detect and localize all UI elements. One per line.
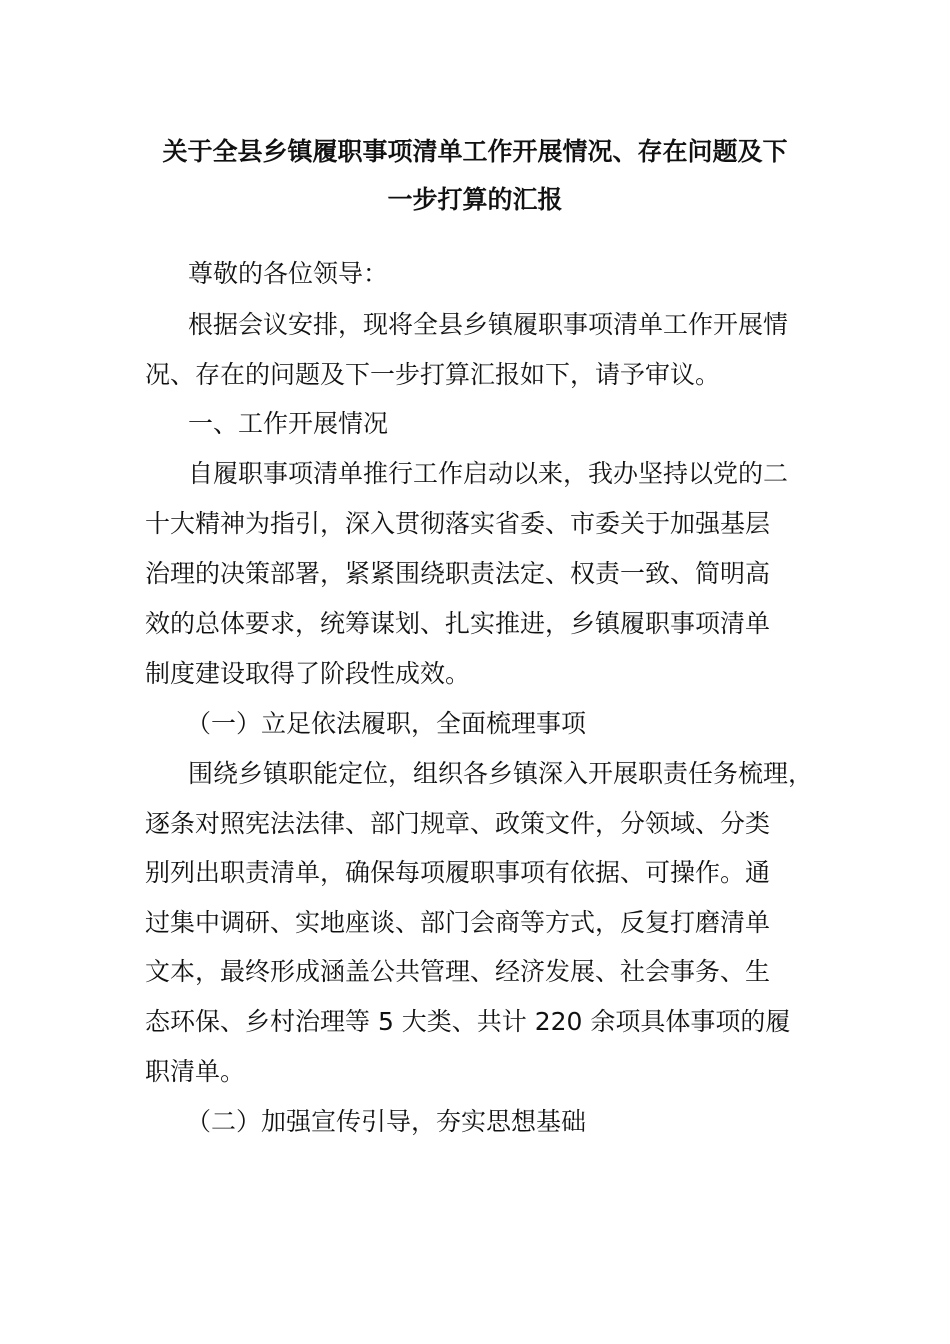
paragraph-2-line-3: 别列出职责清单，确保每项履职事项有依据、可操作。通 xyxy=(145,858,771,887)
paragraph-1-line-2: 十大精神为指引，深入贯彻落实省委、市委关于加强基层 xyxy=(145,509,771,538)
paragraph-1-line-4: 效的总体要求，统筹谋划、扎实推进，乡镇履职事项清单 xyxy=(145,609,771,638)
intro-line-1: 根据会议安排，现将全县乡镇履职事项清单工作开展情 xyxy=(188,310,789,339)
paragraph-1-line-1: 自履职事项清单推行工作启动以来，我办坚持以党的二 xyxy=(188,459,789,488)
section-heading-1: 一、工作开展情况 xyxy=(188,409,389,438)
paragraph-2-line-4: 过集中调研、实地座谈、部门会商等方式，反复打磨清单 xyxy=(145,908,771,937)
paragraph-2-line-1: 围绕乡镇职能定位，组织各乡镇深入开展职责任务梳理， xyxy=(188,759,814,788)
paragraph-2-line-5: 文本，最终形成涵盖公共管理、经济发展、社会事务、生 xyxy=(145,957,771,986)
subsection-heading-2: （二）加强宣传引导，夯实思想基础 xyxy=(186,1107,587,1136)
paragraph-2-line-7: 职清单。 xyxy=(145,1057,246,1086)
paragraph-1-line-3: 治理的决策部署，紧紧围绕职责法定、权责一致、简明高 xyxy=(145,559,771,588)
paragraph-1-line-5: 制度建设取得了阶段性成效。 xyxy=(145,659,471,688)
document-title-line-1: 关于全县乡镇履职事项清单工作开展情况、存在问题及下 xyxy=(162,137,788,166)
salutation: 尊敬的各位领导： xyxy=(188,259,389,288)
subsection-heading-1: （一）立足依法履职，全面梳理事项 xyxy=(186,709,587,738)
intro-line-2: 况、存在的问题及下一步打算汇报如下，请予审议。 xyxy=(145,360,721,389)
paragraph-2-line-2: 逐条对照宪法法律、部门规章、政策文件，分领域、分类 xyxy=(145,809,771,838)
paragraph-2-line-6: 态环保、乡村治理等 5 大类、共计 220 余项具体事项的履 xyxy=(145,1007,791,1036)
document-title-line-2: 一步打算的汇报 xyxy=(387,185,563,214)
